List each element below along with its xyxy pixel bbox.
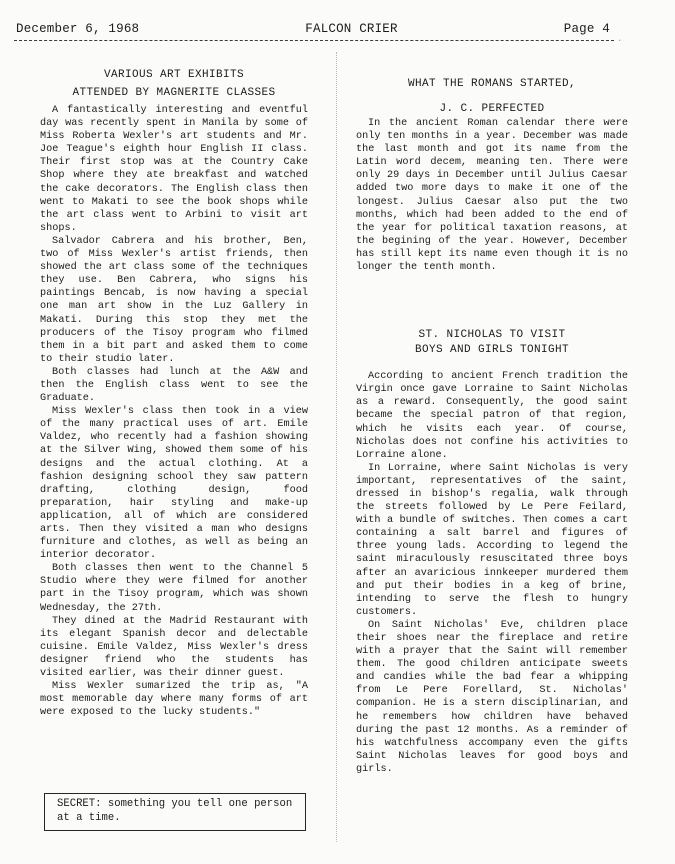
nicholas-headline-line-2: BOYS AND GIRLS TONIGHT (414, 344, 570, 357)
art-paragraph: They dined at the Madrid Restaurant with its elegant Spanish decor and delectable cuisine. Emile Valdez, Miss Wexler's dress designer friend who the students has visited earlier, was their dinner guest. (40, 615, 308, 680)
art-paragraph: Miss Wexler sumarized the trip as, "A most memorable day where many forms of art were exposed to the lucky students." (40, 681, 308, 719)
column-divider (336, 52, 337, 842)
nicholas-paragraph: On Saint Nicholas' Eve, children place their shoes near the fireplace and retire with a prayer that the Saint will remember them. The good children anticipate sweets and candies while the bad fear a whipping from Le Pere Forellard, St. Nicholas' companion. He is a stern disciplinarian, and he remembers how children have behaved during the past 12 months. As a reminder of his watchfulness accompany even the gifts Saint Nicholas leaves for good boys and girls. (356, 619, 628, 775)
nicholas-headline-line-1: ST. NICHOLAS TO VISIT (418, 329, 566, 342)
art-headline-line-2: ATTENDED BY MAGNERITE CLASSES (72, 87, 276, 99)
romans-headline-line-2: J. C. PERFECTED (439, 103, 545, 115)
nicholas-paragraph: In Lorraine, where Saint Nicholas is very important, representatives of the saint, dressed in bishop's regalia, walk through the streets followed by Le Pere Feilard, with a bundle of switches. Then comes a cart containing a salt barrel and figures of three young lads. According to legend the saint miraculously resuscitated three boys after an avaricious innkeeper murdered them and put their bodies in a keg of brine, intending to serve the flesh to hungry customers. (356, 462, 628, 618)
secret-text: SECRET: something you tell one person at a time. (57, 798, 293, 824)
art-paragraph: Miss Wexler's class then took in a view of the many practical uses of art. Emile Valdez, who recently had a fashion showing at the Silver Wing, showed them some of his designs and the actual clothing. At a fashion designing school they saw pattern drafting, clothing design, food preparation, hair styling and make-up application, all of which are considered arts. Then they visited a man who designs furniture and clothes, as well as being an interior decorator. (40, 406, 308, 562)
nicholas-paragraph: According to ancient French tradition the Virgin once gave Lorraine to Saint Nicholas as a reward. Consequently, the good saint became the special patron of that region, which he visits each year. Of course, Nicholas does not confine his activities to Lorraine alone. (356, 371, 628, 461)
romans-headline-line-1: WHAT THE ROMANS STARTED, (407, 78, 577, 90)
art-paragraph: Both classes then went to the Channel 5 Studio where they were filmed for another part in the Tisoy program, which was shown Wednesday, the 27th. (40, 563, 308, 614)
newspaper-title: FALCON CRIER (305, 22, 398, 36)
left-column (40, 60, 308, 719)
issue-date: December 6, 1968 (16, 22, 140, 36)
margin-mark: . (617, 34, 623, 44)
romans-paragraph: In the ancient Roman calendar there were only ten months in a year. December was made the last month and got its name from the Latin word decem, meaning ten. There were only 29 days in December until Julius Caesar added two more days to make it one of the longest. Julius Caesar also put the two months, which had been added to the end of the year for political taxation reasons, at the begining of the year. However, December has still kept its name even though it is no longer the tenth month. (356, 118, 628, 274)
page-number: Page 4 (563, 22, 610, 36)
right-column (356, 60, 628, 776)
header-rule (14, 40, 614, 41)
art-headline-line-1: VARIOUS ART EXHIBITS (103, 69, 245, 81)
art-paragraph: Both classes had lunch at the A&W and then the English class went to see the Graduate. (40, 366, 308, 405)
secret-box (44, 793, 306, 831)
page-header (16, 22, 610, 36)
art-paragraph: A fantastically interesting and eventful day was recently spent in Manila by some of Miss Roberta Wexler's art students and Mr. Joe Teague's eighth hour English II class. Their first stop was at the Country Cake Shop where they ate breakfast and watched the cake decorators. The English class then went to Makati to see the book shops while the art class went to Arbini to visit art shops. (40, 105, 308, 234)
art-paragraph: Salvador Cabrera and his brother, Ben, two of Miss Wexler's artist friends, then showed the art class some of the techniques they use. Ben Cabrera, who signs his paintings Bencab, is now having a special one man art show in the Luz Gallery in Makati. During this stop they met the producers of the Tisoy program who filmed them in a bit part and asked them to come to their studio later. (40, 235, 308, 365)
